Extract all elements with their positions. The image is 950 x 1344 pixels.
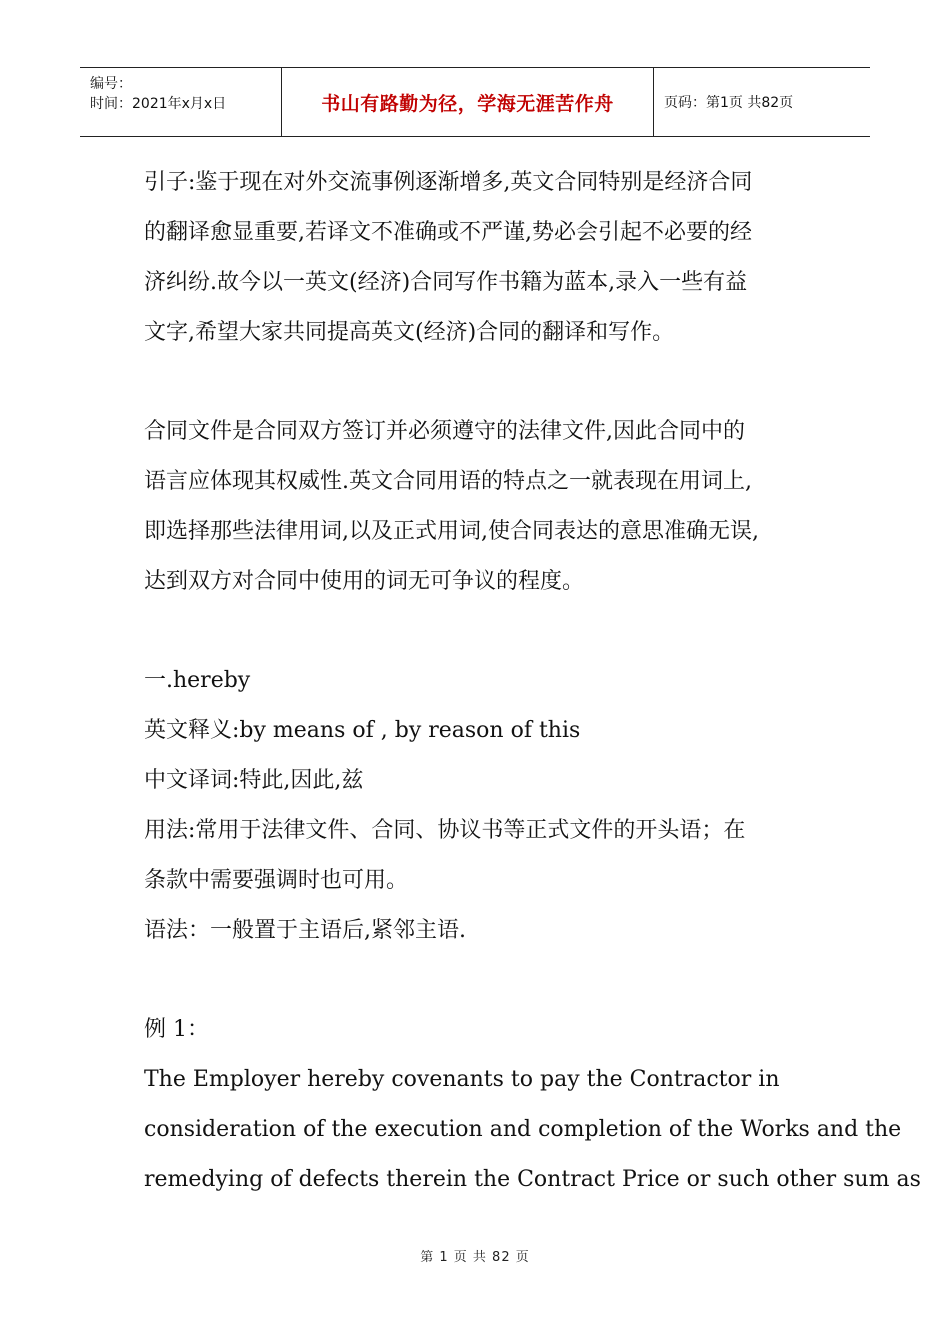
chinese-translation: 中文译词:特此,因此,兹: [144, 768, 364, 793]
text-line: 济纠纷.故今以一英文(经济)合同写作书籍为蓝本,录入一些有益: [144, 270, 748, 295]
example-heading: 例 1：: [144, 1017, 209, 1042]
paragraph-gap: [144, 358, 816, 407]
header-motto: 书山有路勤为径，学海无涯苦作舟: [282, 68, 654, 136]
example-line: consideration of the execution and completion of the Works and the: [144, 1117, 902, 1142]
text-line: 的翻译愈显重要,若译文不准确或不严谨,势必会引起不必要的经: [144, 220, 752, 245]
hereby-section: [144, 656, 816, 956]
example-section: [144, 1005, 921, 1205]
text-line: 语言应体现其权威性.英文合同用语的特点之一就表现在用词上,: [144, 469, 752, 494]
header-meta: [80, 68, 282, 136]
example-line: remedying of defects therein the Contract Price or such other sum as: [144, 1167, 921, 1192]
document-body: [144, 158, 921, 1205]
usage-line: 条款中需要强调时也可用。: [144, 868, 409, 893]
text-line: 文字,希望大家共同提高英文(经济)合同的翻译和写作。: [144, 320, 675, 345]
header-page-info: 页码：第1页 共82页: [664, 95, 794, 111]
usage-line: 用法:常用于法律文件、合同、协议书等正式文件的开头语；在: [144, 818, 746, 843]
section-heading: 一.hereby: [144, 668, 251, 693]
example-line: The Employer hereby covenants to pay the Contractor in: [144, 1067, 780, 1092]
english-definition: 英文释义:by means of , by reason of this: [144, 718, 581, 743]
text-line: 引子:鉴于现在对外交流事例逐渐增多,英文合同特别是经济合同: [144, 170, 753, 195]
paragraph-gap: [144, 607, 816, 656]
page-header: [80, 67, 870, 137]
paragraph-gap: [144, 956, 816, 1005]
text-line: 达到双方对合同中使用的词无可争议的程度。: [144, 569, 585, 594]
intro-paragraph: [144, 158, 816, 358]
text-line: 合同文件是合同双方签订并必须遵守的法律文件,因此合同中的: [144, 419, 745, 444]
document-date: 时间：2021年x月x日: [90, 96, 227, 112]
contract-language-paragraph: [144, 407, 816, 607]
grammar-line: 语法：一般置于主语后,紧邻主语.: [144, 918, 466, 943]
document-number: 编号：: [90, 76, 132, 92]
text-line: 即选择那些法律用词,以及正式用词,使合同表达的意思准确无误,: [144, 519, 759, 544]
page-footer: 第 1 页 共 82 页: [420, 1250, 530, 1265]
